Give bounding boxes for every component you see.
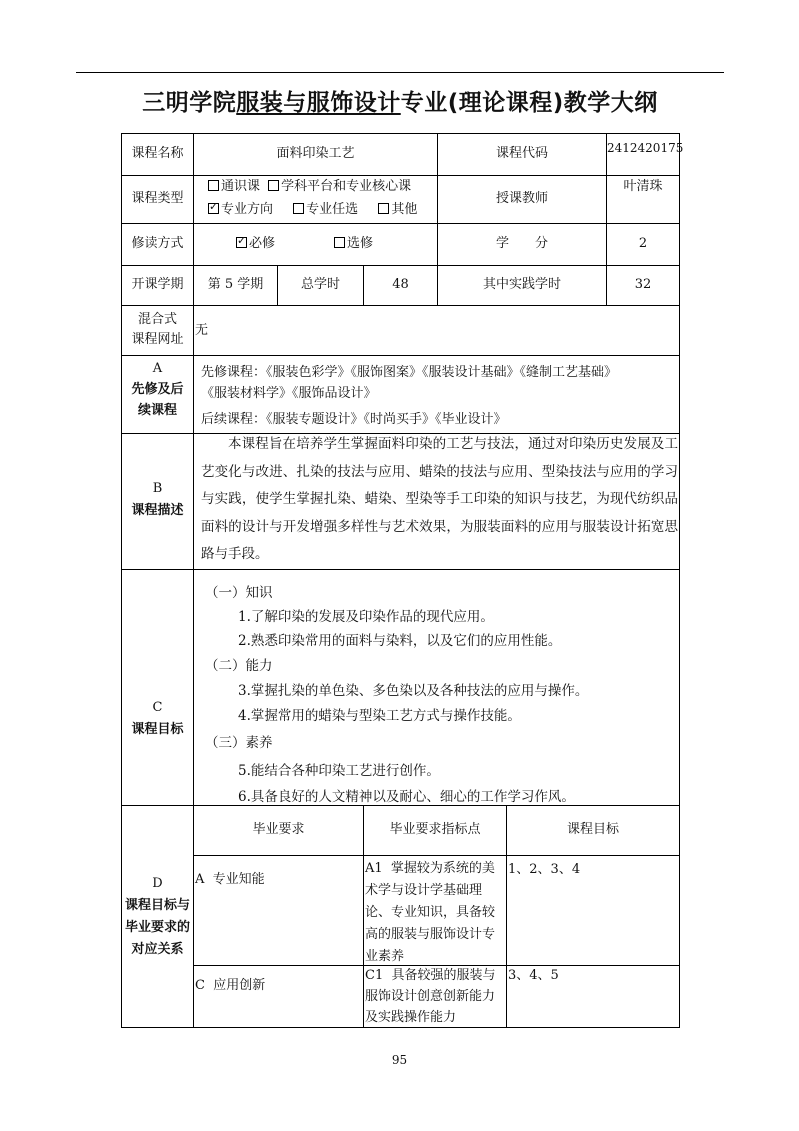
label-study-mode: 修读方式 bbox=[131, 236, 184, 252]
mapping-row-1-requirement: A 专业知能 bbox=[195, 872, 265, 887]
section-d-letter: D bbox=[152, 876, 163, 891]
course-type-line-2 bbox=[208, 202, 436, 219]
course-name: 面料印染工艺 bbox=[276, 146, 355, 162]
section-a-content bbox=[201, 362, 679, 430]
checkbox-general[interactable] bbox=[208, 180, 219, 191]
practice-hours-value: 32 bbox=[634, 277, 652, 293]
checkbox-required[interactable] bbox=[236, 237, 247, 248]
course-type-line-1 bbox=[208, 179, 436, 196]
section-d-title-3: 对应关系 bbox=[131, 942, 184, 957]
checkbox-other[interactable] bbox=[378, 203, 389, 214]
checkbox-elective[interactable] bbox=[293, 203, 304, 214]
label-course-code: 课程代码 bbox=[495, 146, 548, 162]
title-school: 三明学院 bbox=[142, 90, 237, 116]
section-d-title-1: 课程目标与 bbox=[124, 898, 190, 913]
section-d-title-2: 毕业要求的 bbox=[124, 920, 190, 935]
course-description: 本课程旨在培养学生掌握面料印染的工艺与技法，通过对印染历史发展及工艺变化与改进、扎染的技法与应用、蜡染的技法与应用、型染技法与应用的学习与实践，使学生掌握扎染、蜡染、型染等手工印染的知识与技艺，为现代纺织品面料的设计与开发增强多样性与艺术效果，为服装面料的应用与服装设计拓宽思路与手段。 bbox=[201, 436, 678, 562]
goal-heading-knowledge: （一）知识 bbox=[205, 585, 273, 601]
option-core: 学科平台和专业核心课 bbox=[281, 179, 412, 194]
section-a-header bbox=[122, 358, 193, 421]
col-header-indicator: 毕业要求指标点 bbox=[389, 822, 481, 838]
blended-url: 无 bbox=[195, 323, 209, 338]
label-total-hours: 总学时 bbox=[300, 277, 340, 293]
mapping-row-2-requirement: C 应用创新 bbox=[195, 978, 266, 993]
label-course-name: 课程名称 bbox=[131, 146, 184, 162]
goal-4: 4.掌握常用的蜡染与型染工艺方式与操作技能。 bbox=[238, 708, 521, 724]
mapping-row-2-indicator: C1 具备较强的服装与服饰设计创意创新能力及实践操作能力 bbox=[365, 968, 496, 1025]
total-hours-value: 48 bbox=[392, 277, 409, 293]
goal-2: 2.熟悉印染常用的面料与染料，以及它们的应用性能。 bbox=[238, 633, 562, 649]
teacher-name: 叶清珠 bbox=[623, 179, 663, 194]
section-a-letter: A bbox=[152, 361, 163, 376]
label-credits: 学 分 bbox=[495, 236, 548, 252]
option-general: 通识课 bbox=[221, 179, 261, 194]
goal-heading-quality: （三）素养 bbox=[205, 735, 273, 751]
prereq-line-1: 先修课程：《服装色彩学》《服饰图案》《服装设计基础》《缝制工艺基础》 bbox=[201, 365, 618, 380]
followup-courses: 后续课程：《服装专题设计》《时尚买手》《毕业设计》 bbox=[201, 412, 507, 427]
col-header-requirement: 毕业要求 bbox=[252, 822, 305, 838]
semester-value: 第 5 学期 bbox=[207, 277, 264, 293]
label-course-type: 课程类型 bbox=[131, 191, 184, 207]
course-type-options bbox=[208, 179, 436, 219]
label-practice-hours: 其中实践学时 bbox=[482, 277, 561, 293]
option-other: 其他 bbox=[391, 201, 418, 217]
mapping-row-1-indicator: A1 掌握较为系统的美术学与设计学基础理论、专业知识，具备较高的服装与服饰设计专业素养 bbox=[365, 861, 496, 964]
label-semester: 开课学期 bbox=[131, 277, 184, 293]
checkbox-direction[interactable] bbox=[208, 203, 219, 214]
section-b-title: 课程描述 bbox=[131, 503, 184, 518]
section-a-title-2: 续课程 bbox=[137, 403, 177, 418]
section-d-header bbox=[122, 873, 193, 961]
checkbox-core[interactable] bbox=[268, 180, 279, 191]
title-suffix: 专业(理论课程)教学大纲 bbox=[400, 90, 658, 116]
prereq-line-2: 《服装材料学》《服饰品设计》 bbox=[201, 386, 377, 401]
section-a-title-1: 先修及后 bbox=[131, 382, 184, 397]
option-optional: 选修 bbox=[347, 236, 374, 251]
goal-6: 6.具备良好的人文精神以及耐心、细心的工作学习作风。 bbox=[238, 789, 575, 805]
option-direction: 专业方向 bbox=[221, 201, 274, 217]
study-mode-required bbox=[236, 236, 275, 253]
label-blended-line-2: 课程网址 bbox=[131, 332, 184, 347]
section-b-header bbox=[122, 478, 193, 522]
mapping-row-1-goals: 1、2、3、4 bbox=[508, 862, 581, 877]
goal-1: 1.了解印染的发展及印染作品的现代应用。 bbox=[238, 609, 494, 625]
label-teacher: 授课教师 bbox=[495, 191, 548, 207]
course-code: 2412420175 bbox=[607, 141, 684, 155]
section-b-letter: B bbox=[152, 481, 163, 496]
header-rule bbox=[76, 72, 724, 73]
option-required: 必修 bbox=[249, 236, 276, 251]
section-c-title: 课程目标 bbox=[131, 722, 184, 737]
option-elective: 专业任选 bbox=[306, 201, 359, 217]
goal-5: 5.能结合各种印染工艺进行创作。 bbox=[238, 763, 440, 779]
mapping-row-2-goals: 3、4、5 bbox=[508, 968, 559, 983]
study-mode-optional bbox=[334, 236, 373, 253]
label-blended bbox=[122, 310, 193, 350]
goal-3: 3.掌握扎染的单色染、多色染以及各种技法的应用与操作。 bbox=[238, 683, 589, 699]
section-c-header bbox=[122, 697, 193, 741]
page-title bbox=[76, 84, 724, 117]
page-number: 95 bbox=[391, 1053, 408, 1067]
label-blended-line-1: 混合式 bbox=[137, 312, 177, 327]
col-header-goals: 课程目标 bbox=[566, 822, 619, 838]
section-c-letter: C bbox=[152, 700, 163, 715]
checkbox-optional[interactable] bbox=[334, 237, 345, 248]
credits-value: 2 bbox=[638, 236, 648, 252]
title-major: 服装与服饰设计 bbox=[236, 90, 401, 116]
goal-heading-ability: （二）能力 bbox=[205, 658, 273, 674]
